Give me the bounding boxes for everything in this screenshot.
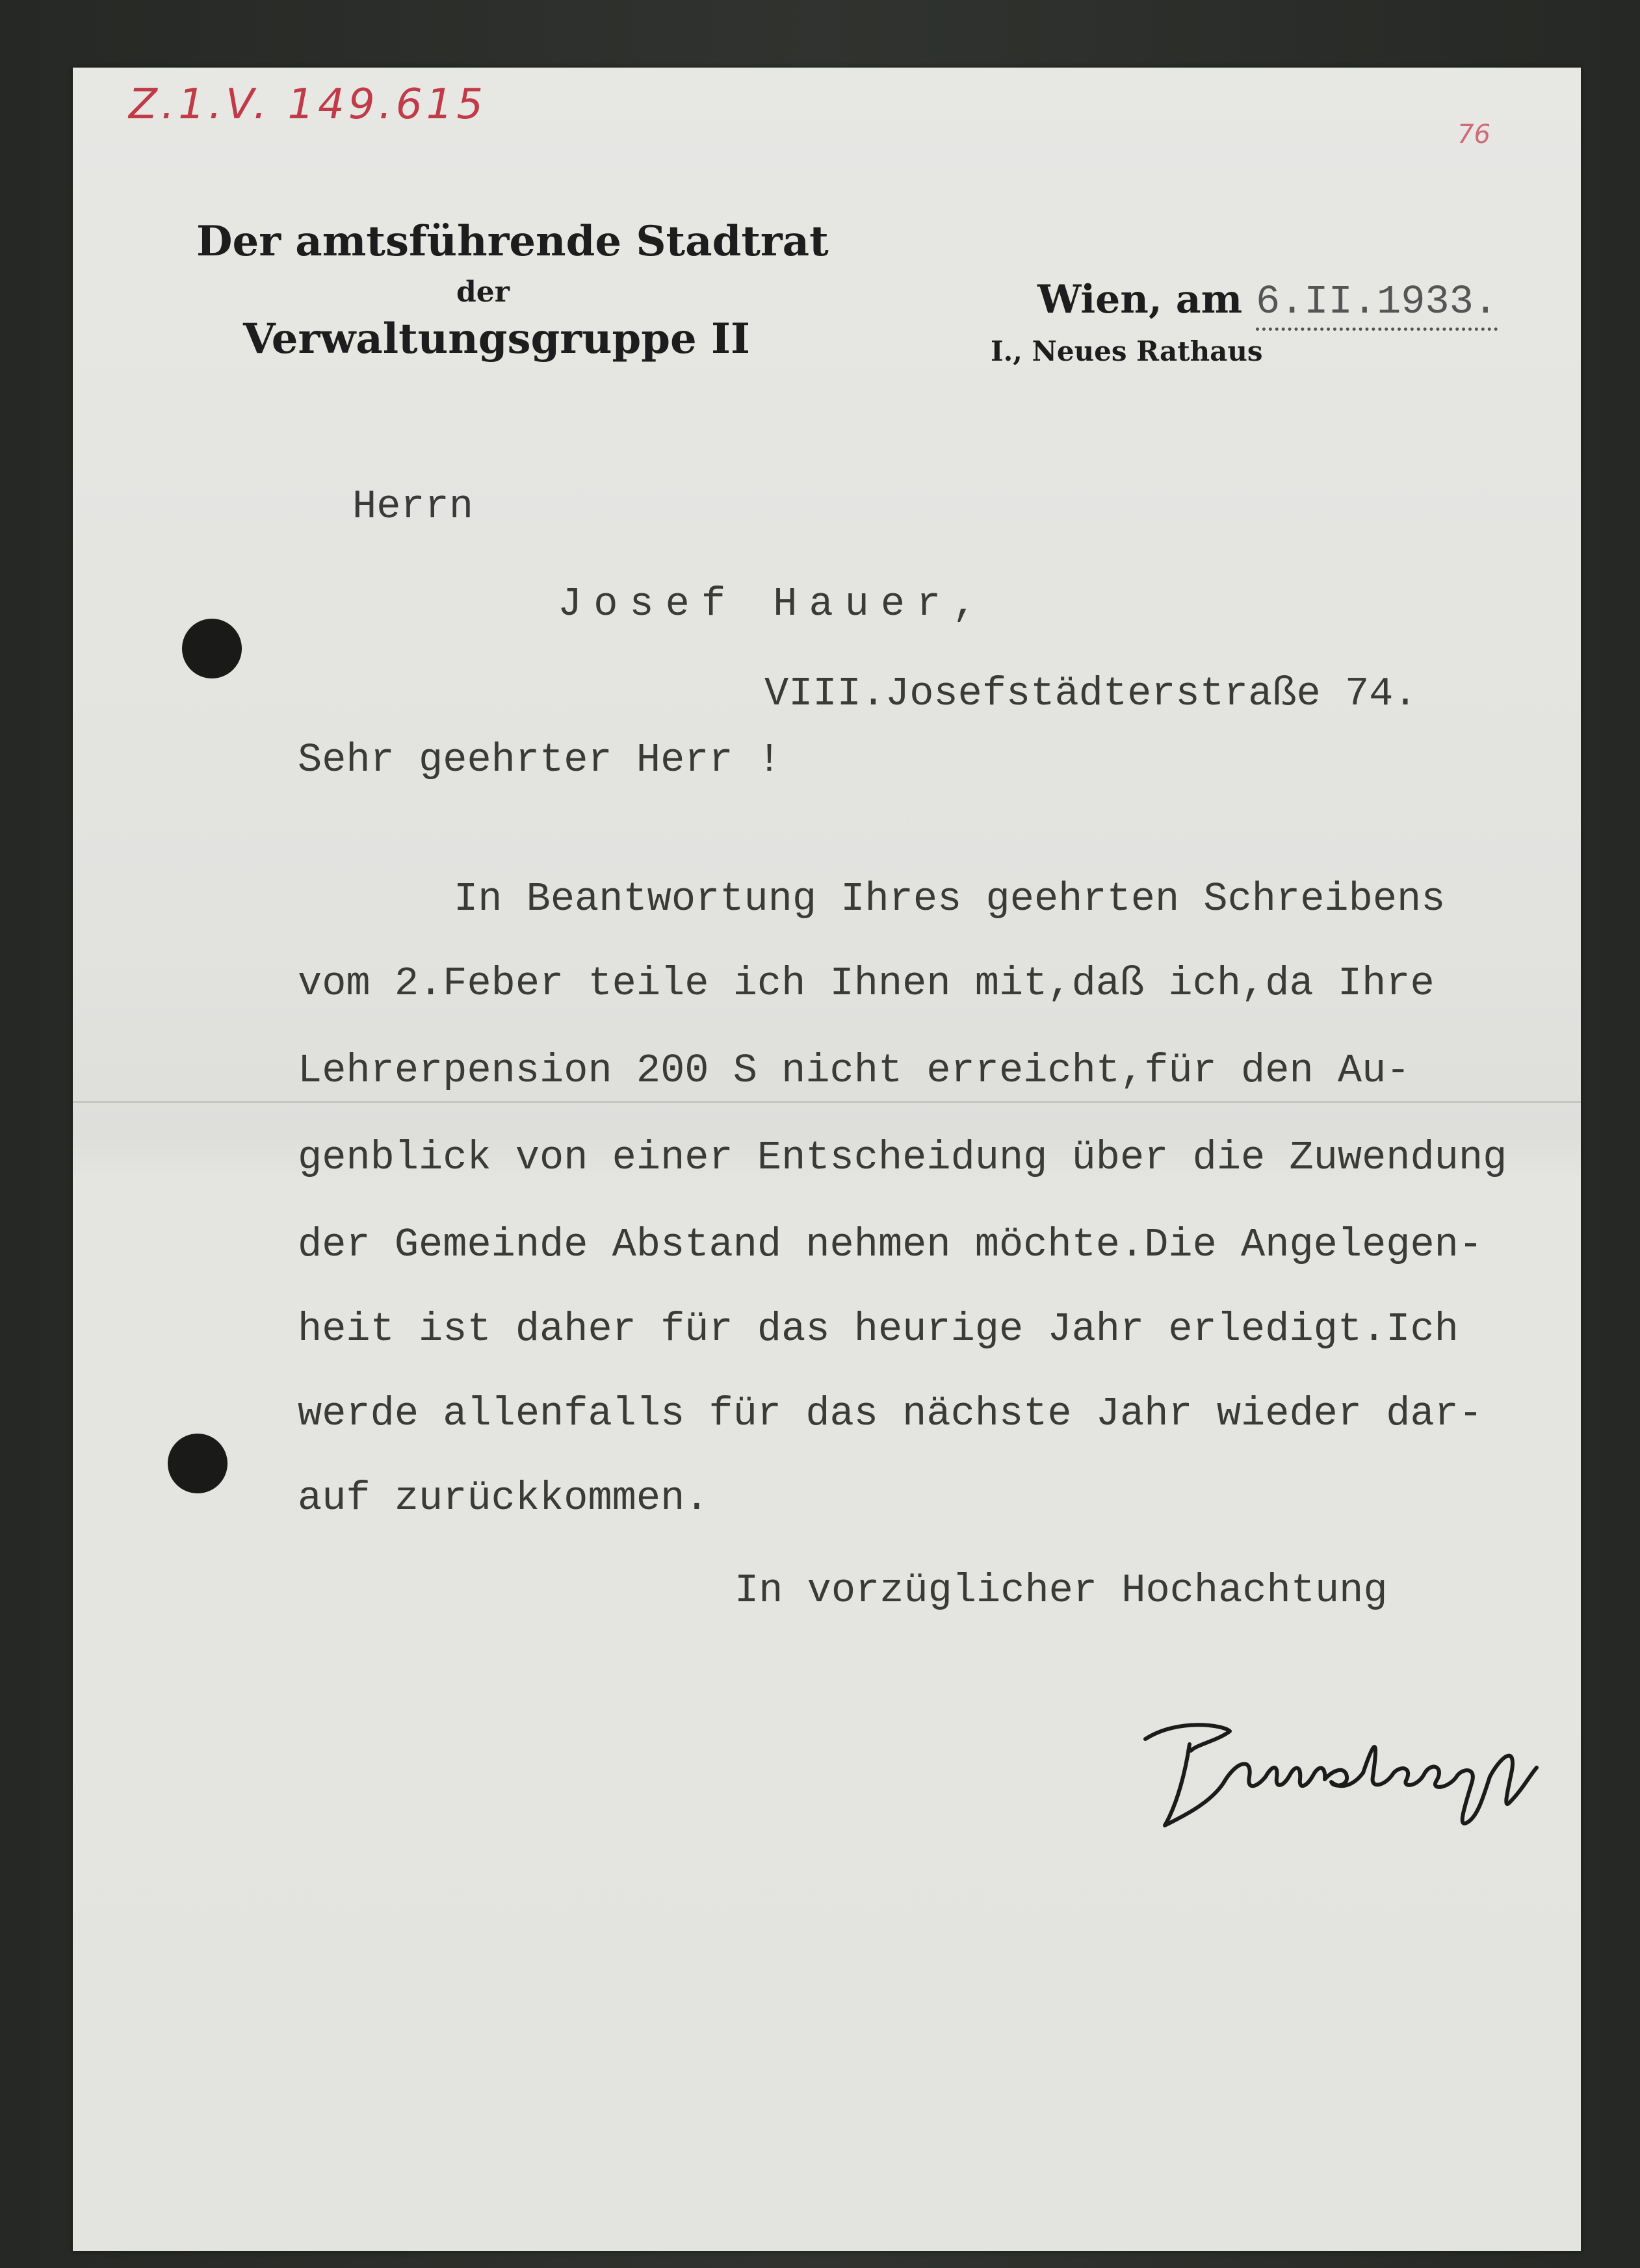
recipient-name: Josef Hauer, bbox=[558, 581, 989, 627]
body-line-8: auf zurückkommen. bbox=[298, 1475, 709, 1521]
punch-hole-lower bbox=[168, 1434, 228, 1493]
recipient-title: Herrn bbox=[352, 483, 474, 530]
body-line-1: In Beantwortung Ihres geehrten Schreibens bbox=[454, 876, 1446, 922]
letter-sheet bbox=[73, 68, 1581, 2251]
body-line-6: heit ist daher für das heurige Jahr erledigt.Ich bbox=[298, 1306, 1459, 1352]
body-line-7: werde allenfalls für das nächste Jahr wieder dar- bbox=[298, 1391, 1483, 1437]
recipient-street: VIII.Josefstädterstraße 74. bbox=[764, 671, 1418, 717]
body-line-5: der Gemeinde Abstand nehmen möchte.Die Angelegen- bbox=[298, 1222, 1483, 1268]
paper-fold-line bbox=[73, 1101, 1581, 1103]
body-line-3: Lehrerpension 200 S nicht erreicht,für den Au- bbox=[298, 1048, 1411, 1094]
letter-date: 6.II.1933. bbox=[1256, 279, 1498, 331]
closing-formula: In vorzüglicher Hochachtung bbox=[735, 1567, 1388, 1614]
letterhead-line-1: Der amtsführende Stadtrat bbox=[196, 217, 829, 266]
place-date-line bbox=[1037, 277, 1498, 325]
archive-number-annotation: Z.1.V. 149.615 bbox=[129, 81, 488, 129]
handwritten-signature bbox=[1139, 1705, 1568, 1835]
greeting: Sehr geehrter Herr ! bbox=[298, 737, 782, 783]
page-number-annotation: 76 bbox=[1457, 120, 1490, 149]
letterhead-line-2: der bbox=[456, 276, 510, 309]
place-prefix: Wien, am bbox=[1037, 277, 1243, 322]
sender-address: I., Neues Rathaus bbox=[991, 335, 1263, 367]
punch-hole-upper bbox=[182, 619, 242, 678]
body-line-4: genblick von einer Entscheidung über die Zuwendung bbox=[298, 1135, 1507, 1181]
body-line-2: vom 2.Feber teile ich Ihnen mit,daß ich,da Ihre bbox=[298, 960, 1435, 1007]
letterhead-line-3: Verwaltungsgruppe II bbox=[243, 315, 750, 363]
